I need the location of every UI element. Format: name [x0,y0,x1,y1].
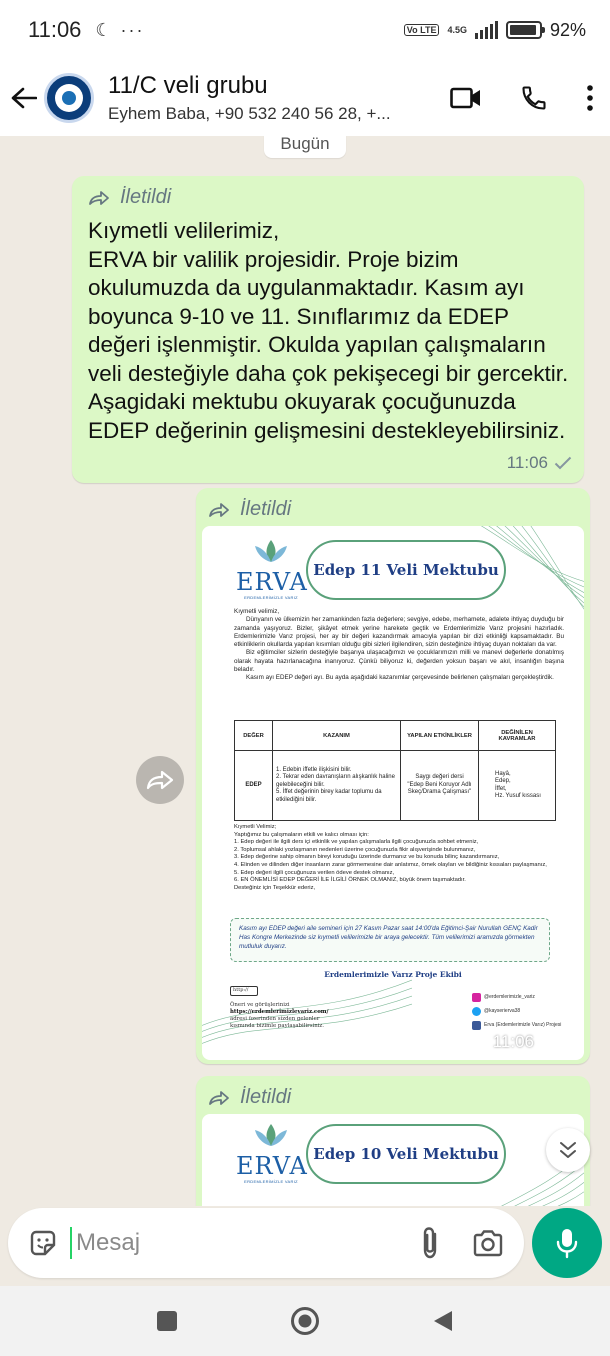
chat-area[interactable] [0,136,610,1206]
scroll-to-bottom-button[interactable] [546,1128,590,1172]
group-participants: Eyhem Baba, +90 532 240 56 28, +... [108,104,391,123]
lotus-icon [251,1122,291,1148]
paperclip-icon [419,1226,441,1260]
erva-logo: ERVA ERDEMLERİMİZLE VARIZ [236,538,306,600]
video-camera-icon [450,87,482,109]
group-title: 11/C veli grubu [108,72,268,99]
message-bubble[interactable] [72,176,584,483]
back-nav-button[interactable] [428,1306,458,1336]
signal-icon [475,21,498,39]
circle-icon [290,1306,320,1336]
sticker-icon [28,1228,58,1258]
lotus-icon [251,538,291,564]
group-avatar[interactable] [44,73,94,123]
letter-body: Kıymetli velimiz, Dünyanın ve ülkemizin her zamankinden fazla değerlere; sevgiye, edebe, merhamete, adalete ihtiyaç duyduğu bir zamanda yaşıyoruz. Bizler, şikâyet etmek yerine harekete geçtik ve Erdemlerimizle Varız projesini hazırladık. Erdemlerimizle Varız projesi, her ay bir değeri kazandırmak amacıyla yapılan bir dizi etkinliği kapsamaktadır. Bu etkinliklerin okullarda yapılan kısımları olduğu gibi sizleri ilgilendiren, sizin desteğinize ihtiyaç duyan noktaları da var. Biz eğitimciler sizlerin desteğiyle başarıya ulaşacağımızı ve çocuklarımızın milli ve manevi değerlerle donatılmış olarak hayata hazırlanacağına inanıyoruz. Çünkü biliyoruz ki, değerden yoksun başarı ve akıl, insanlığın başına beladır. Kasım ayı EDEP değeri ayı. Bu ayda aşağıdaki kazanımlar çerçevesinde belirlenen çalışmaları gerçekleştirdik. [234,608,564,682]
forwarded-icon [208,1090,230,1106]
instagram-icon [472,993,481,1002]
sticker-button[interactable] [26,1226,60,1260]
notification-icons: ☾ ··· [95,19,145,40]
forward-icon [145,769,175,791]
voice-message-button[interactable] [532,1208,602,1278]
message-time: 11:06 [506,453,548,472]
volte-icon: Vo LTE [404,24,440,36]
camera-icon [472,1229,504,1257]
microphone-icon [555,1227,579,1259]
message-text: Kıymetli velilerimiz, ERVA bir valilik projesidir. Proje bizim okulumuzda da uygulanmaktadır. Kasım ayı boyunca 9-10 ve 11. Sınıflarımız da EDEP değeri işlenmiştir. Okulda yapılan çalışmaların veli desteğiyle daha çok pekişecegi bir gercektir. Aşagidaki mektubu okuyarak çocuğunuzda EDEP değerinin gelişmesini destekleyebilirsiniz. [88,218,569,443]
letter-title: Edep 10 Veli Mektubu [306,1124,506,1184]
square-icon [156,1310,178,1332]
status-bar [0,0,610,60]
twitter-icon [472,1007,481,1016]
network-type: 4.5G [447,25,467,35]
home-button[interactable] [290,1306,320,1336]
system-nav-bar [0,1286,610,1356]
erva-logo: ERVA ERDEMLERİMİZLE VARIZ [236,1122,306,1184]
more-vertical-icon [586,85,594,111]
arrow-left-icon [11,87,37,109]
day-chip: Bugün [264,136,346,158]
chat-header [0,60,610,136]
check-icon [540,1035,558,1049]
phone-icon [520,84,548,112]
triangle-back-icon [432,1309,454,1333]
letter-footer: http:// Öneri ve görüşlerinizi https://erdemlerimizlevariz.com/ adresi üzerinden sizden gelenler kısmında bizimle paylaşabilirsiniz. [230,987,329,1029]
battery-percent: 92% [549,19,586,40]
letter-image[interactable] [202,526,584,1060]
image-meta [493,1032,558,1052]
letter-image[interactable] [202,1114,584,1206]
forwarded-label: İletildi [202,498,584,521]
message-meta [507,453,572,473]
project-team: Erdemlerimizle Varız Proje Ekibi [324,970,462,979]
seminar-note: Kasım ayı EDEP değeri aile semineri için 27 Kasım Pazar saat 14:00'da Eğitimci-Şair Nurullah GENÇ Kadir Has Kongre Merkezinde siz kıymetli velilerimizle bir araya gelecektir. Tüm velilerimizi aramızda görmekten mutluluk duyarız. [230,918,550,962]
voice-call-button[interactable] [520,84,548,112]
letter-list: Kıymetli Velimiz; Yaptığımız bu çalışmaların etkili ve kalıcı olması için: 1. Edep değeri ile ilgili ders içi etkinlik ve yapılan çalışmalarla ilgili çocuğunuzla sohbet etmeniz, 2. Toplumsal ahlaki yozlaşmanın nedenleri üzerine çocuğunuzla fikir alışverişinde bulunmanız, 3. Edep değerine sahip olmanın bireyi koruduğu üzerinde durmanız ve bu konuda bilinç kazandırmanız, 4. Elinden ve dilinden diğer insanların zarar görmemesine dair anlatımız, örnek olayları ve bildiğiniz kıssaları paylaşmanız, 5. Edep değeri ilgili çocuğunuza verilen ödeve destek olmanız, 6. EN ÖNEMLİSİ EDEP DEĞERİ İLE İLGİLİ ÖRNEK OLMANIZ, büyük önem taşımaktadır. Desteğiniz için Teşekkür ederiz, [234,824,547,891]
message-bubble-image[interactable] [196,488,590,1064]
social-links: @erdemlerimizle_variz @kayserierva38 Erva (Erdemlerimizle Varız) Projesi [472,990,561,1032]
message-input[interactable] [70,1227,390,1259]
message-time: 11:06 [492,1032,534,1051]
letter-title: Edep 11 Veli Mektubu [306,540,506,600]
forwarded-icon [208,502,230,518]
video-call-button[interactable] [450,87,482,109]
group-info[interactable] [108,72,408,124]
check-icon [554,456,572,470]
recents-button[interactable] [152,1306,182,1336]
facebook-icon [472,1021,481,1030]
forwarded-label: İletildi [202,1086,584,1109]
message-bubble-image[interactable] [196,1076,590,1206]
more-options-button[interactable] [586,85,594,111]
attach-button[interactable] [412,1225,448,1261]
camera-button[interactable] [470,1225,506,1261]
double-chevron-down-icon [558,1140,578,1160]
status-time: 11:06 [28,17,82,42]
message-composer [8,1208,524,1278]
forwarded-label: İletildi [88,186,570,209]
forward-button[interactable] [136,756,184,804]
battery-icon [506,21,542,39]
forwarded-icon [88,190,110,206]
letter-table: DEĞER KAZANIM YAPILAN ETKİNLİKLER DEĞİNİLEN KAVRAMLAR EDEP 1. Edebin iffetle ilişkisini bilir. 2. Tekrar eden davranışların alışkanlık haline gelebileceğini bilir. 5. İffet değerinin birey kadar toplumu da etkilediğini bilir. Saygı değeri dersi "Edep Beni Koruyor Adlı Skeç/Drama Çalışması" Hayâ, Edep, İffet, Hz. Yusuf kıssası [234,720,556,821]
back-button[interactable] [10,84,38,112]
